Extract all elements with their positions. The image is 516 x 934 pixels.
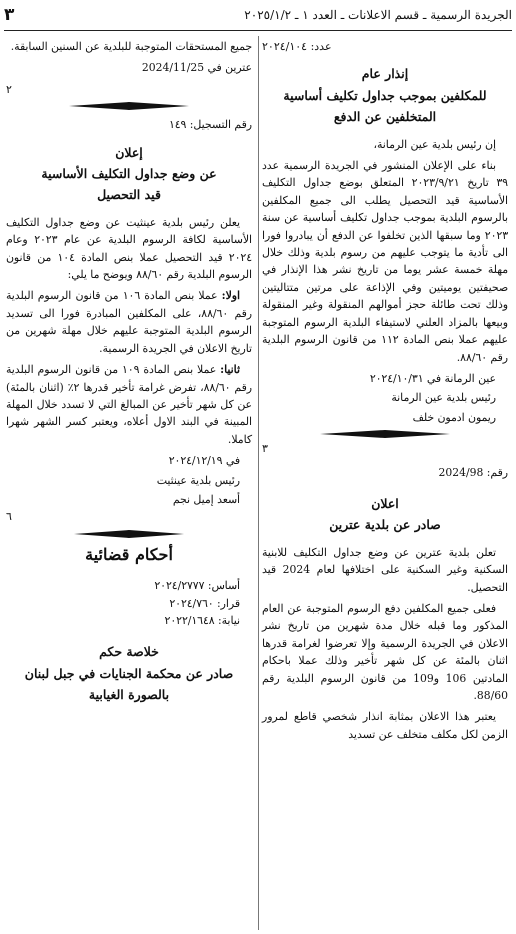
notice3-date: في ٢٠٢٤/١٢/١٩ <box>168 454 240 468</box>
notice2-para1: تعلن بلدية عترين عن وضع جداول التكليف للابنية السكنية وغير السكنية على اختلافها لعام 2024 قيد التحصيل. <box>262 545 508 594</box>
separator-icon <box>320 430 450 438</box>
case-decision: قرار: ٢٠٢٤/٧٦٠ <box>169 596 240 610</box>
notice1-title: إنذار عام <box>361 66 409 82</box>
notice1-signer-name: ريمون ادمون خلف <box>412 410 496 424</box>
section-title: أحكام قضائية <box>85 544 173 564</box>
case-prosecution: نيابة: ٢٠٢٢/١٦٤٨ <box>164 613 240 627</box>
notice2-number: رقم: 2024/98 <box>438 465 508 479</box>
header-title: الجريدة الرسمية ـ قسم الاعلانات ـ العدد ١ ـ ٢٠٢٥/١/٢ <box>244 8 512 22</box>
separator-icon <box>74 530 184 538</box>
notice3-subtitle-1: عن وضع جداول التكليف الأساسية <box>41 166 217 182</box>
notice3-first-text: عملا بنص المادة ١٠٦ من قانون الرسوم البلدية رقم ٨٨/٦٠، على المكلفين المبادرة فورا الى تسديد الرسوم البلدية المتوجبة عليهم خلال مهلة شهرين من تاريخ الاعلان في الجريدة الرسمية. <box>6 289 253 355</box>
page-number: ٣ <box>4 5 15 25</box>
notice3-subtitle-2: قيد التحصيل <box>97 187 161 203</box>
summary-subtitle-2: بالصورة الغيابية <box>88 687 170 703</box>
separator-ornament <box>6 530 252 538</box>
column-divider <box>258 36 259 930</box>
summary-title: خلاصة حكم <box>99 644 159 660</box>
notice1-index: ٣ <box>262 442 268 456</box>
notice2-date: عترين في 2024/11/25 <box>141 61 252 75</box>
notice3-index: ٦ <box>6 510 12 524</box>
page-header <box>4 0 512 31</box>
notice1-date: عين الرمانة في ٢٠٢٤/١٠/٣١ <box>369 371 496 385</box>
notice2-para3: يعتبر هذا الاعلان بمثابة انذار شخصي قاطع لمرور الزمن لكل مكلف متخلف عن تسديد <box>262 710 508 741</box>
notice1-number: عدد: ٢٠٢٤/١٠٤ <box>262 40 332 53</box>
notice3-second <box>6 361 252 448</box>
notice3-first <box>6 287 252 357</box>
notice1-body: بناء على الإعلان المنشور في الجريدة الرسمية عدد ٣٩ تاريخ ٢٠٢٣/٩/٢١ المتعلق بوضع جداول التكليف الأساسية قيد التحصيل يطلب الى جميع المكلفين بالرسوم البلدية بموجب جداول تكليف أساسية عن سنة ٢٠٢٣ وما سبقها الذين تخلفوا عن الدفع أن يبادروا فورا الى تأدية ما يتوجب عليهم من رسوم بلدية وذلك خلال مهلة خمسة عشر يوما من تاريخ نشر هذا الإنذار في صحيفتين يوميتين وفي الإذاعة على مرتين متتاليتين وذلك تحت طائلة حجز أموالهم المنقولة وغير المنقولة وبيعها بالمزاد العلني لاستيفاء البلدية الرسوم المتوجبة عليهم عملا بنص المادة ١١٢ من قانون الرسوم البلدية رقم ٨٨/٦٠. <box>262 159 508 364</box>
notice3-second-label: ثانيا: <box>220 363 240 377</box>
notice2-para2: فعلى جميع المكلفين دفع الرسوم المتوجبة عن العام المذكور وما قبله خلال مدة شهرين من تاريخ نشر الاعلان في الجريدة الرسمية وإلا تعرضوا لغرامة قدرها اثنان بالمئة عن كل شهر تأخير وذلك عملا باحكام المادتين 106 و109 من قانون الرسوم البلدية رقم 88/60. <box>262 601 508 702</box>
notice2-title: اعلان <box>371 495 399 511</box>
notice1-subtitle-1: للمكلفين بموجب جداول تكليف أساسية <box>283 87 487 103</box>
separator-icon <box>69 102 189 110</box>
summary-subtitle-1: صادر عن محكمة الجنايات في جبل لبنان <box>24 665 234 681</box>
notice1-salutation: إن رئيس بلدية عين الرمانة، <box>373 137 496 151</box>
notice2-subtitle: صادر عن بلدية عترين <box>329 517 441 533</box>
notice3-number: رقم التسجيل: ١٤٩ <box>168 118 252 132</box>
right-column <box>262 38 508 747</box>
separator-ornament <box>262 430 508 438</box>
notice3-signer-name: أسعد إميل نجم <box>172 492 240 506</box>
notice3-signer-title: رئيس بلدية عينثيت <box>156 473 240 487</box>
left-column <box>6 38 252 708</box>
notice3-first-label: اولا: <box>221 289 240 303</box>
separator-ornament <box>6 102 252 110</box>
notice3-title: إعلان <box>115 144 143 160</box>
notice1-signer-title: رئيس بلدية عين الرمانة <box>391 391 496 405</box>
notice2-continuation: جميع المستحقات المتوجبة للبلدية عن السنين السابقة. <box>10 40 252 53</box>
notice3-intro: يعلن رئيس بلدية عينثيت عن وضع جداول التكليف الأساسية لكافة الرسوم البلدية عن عام ٢٠٢٣ وعام ٢٠٢٤ قيد التحصيل عملا بنص المادة ١٠٤ من قانون الرسوم البلدية رقم ٨٨/٦٠ ويوضح ما يلي: <box>6 215 252 282</box>
notice2-index: ٢ <box>6 82 12 96</box>
notice1-subtitle-2: المتخلفين عن الدفع <box>333 109 437 125</box>
notice3-second-text: عملا بنص المادة ١٠٩ من قانون الرسوم البلدية رقم ٨٨/٦٠، تفرض غرامة تأخير قدرها ٢٪ (اثنان بالمئة) عن كل شهر تأخير عن المبالغ التي لا تسدد خلال المهلة المبينة في البند الاول أعلاه، ويعتبر كسر الشهر شهرا كاملا. <box>6 363 252 446</box>
case-basis: أساس: ٢٠٢٤/٢٧٧٧ <box>154 579 240 593</box>
